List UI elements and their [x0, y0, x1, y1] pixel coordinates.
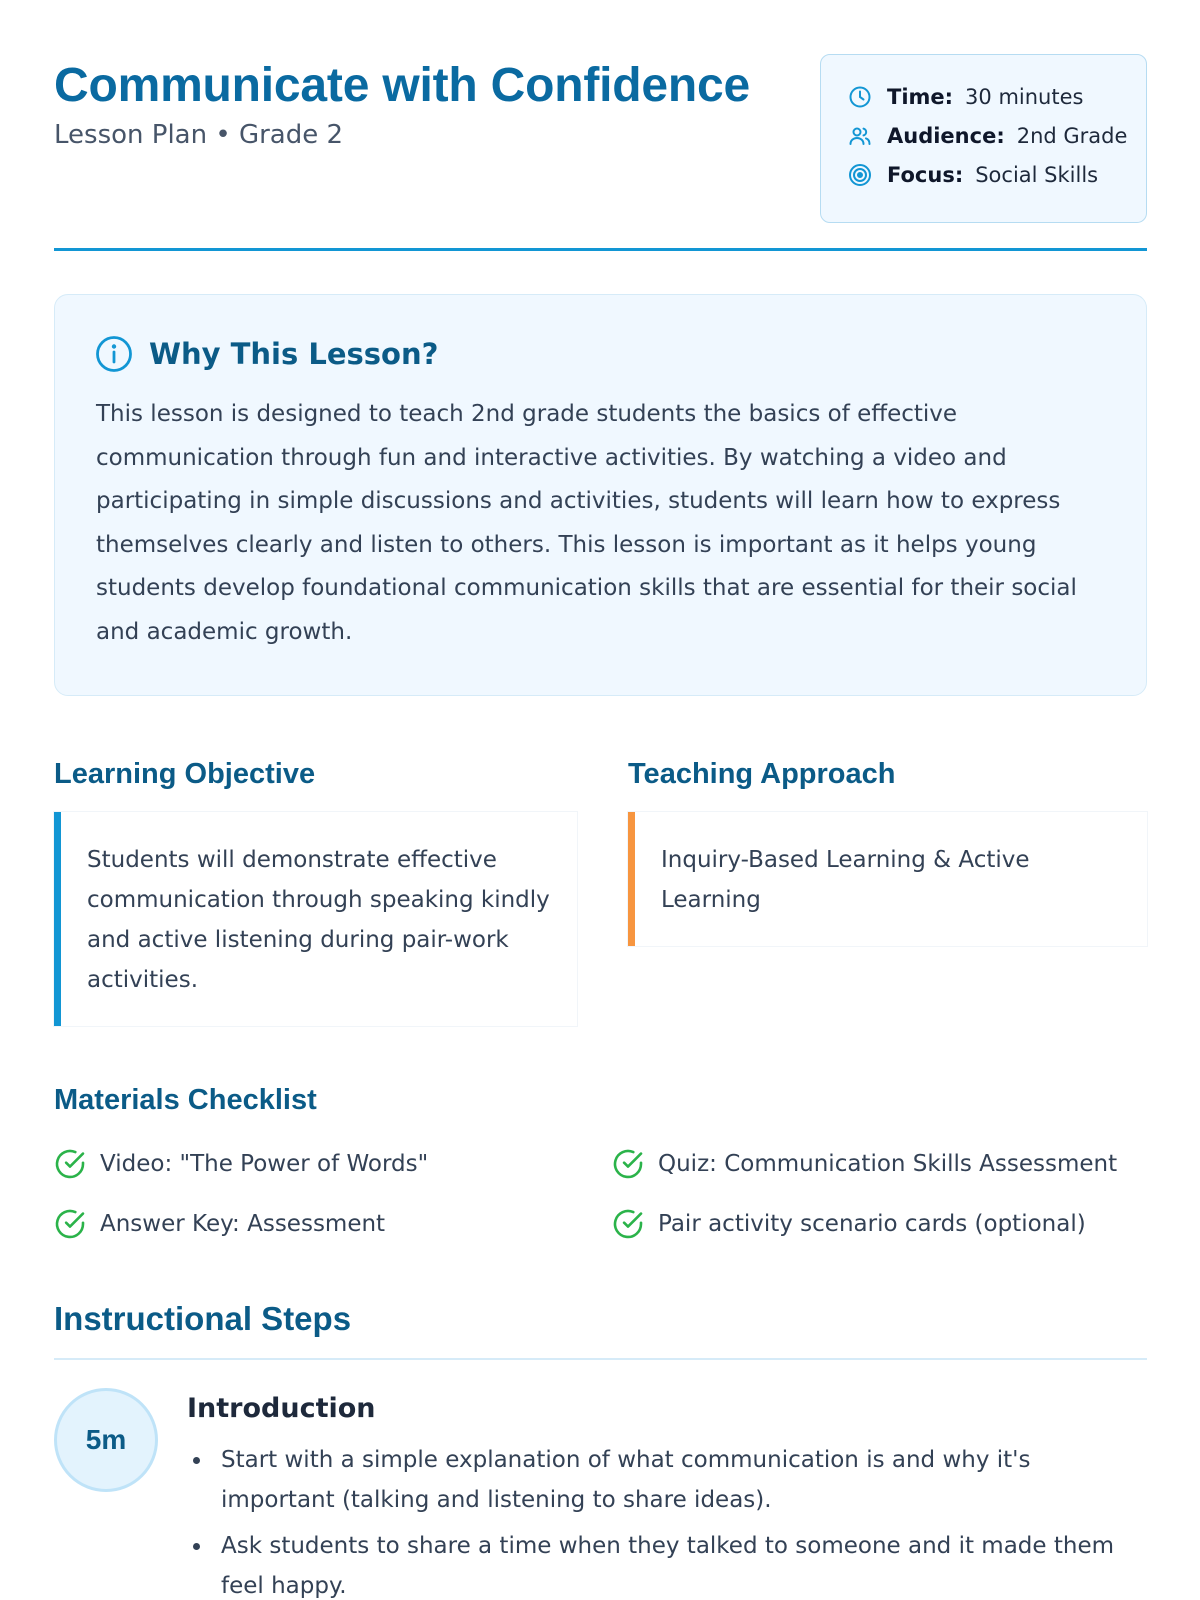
material-item — [612, 1208, 1086, 1240]
why-lesson-heading — [95, 335, 438, 373]
step-duration-badge: 5m — [54, 1388, 158, 1492]
meta-time-label: Time: — [887, 85, 954, 109]
target-icon — [847, 162, 873, 188]
page-subtitle: Lesson Plan • Grade 2 — [54, 120, 344, 150]
learning-objective-card — [54, 812, 577, 1026]
check-circle-icon — [612, 1148, 644, 1180]
meta-focus-value: Social Skills — [975, 163, 1099, 187]
material-item-label: Pair activity scenario cards (optional) — [658, 1211, 1086, 1237]
step-title: Introduction — [187, 1393, 376, 1424]
header — [54, 54, 1147, 224]
instructional-steps-title: Instructional Steps — [54, 1300, 352, 1337]
material-item — [612, 1148, 1117, 1180]
teaching-approach-title: Teaching Approach — [628, 758, 896, 790]
step-bullets — [187, 1440, 1147, 1600]
meta-time — [847, 82, 1083, 112]
why-lesson-text: This lesson is designed to teach 2nd grade students the basics of effective communication through fun and interactive activities. By watching a video and participating in simple discussions and activities, students will learn how to express themselves clearly and listen to others. This lesson is important as it helps young students develop foundational communication skills that are essential for their social and academic growth. — [96, 401, 1077, 645]
check-circle-icon — [54, 1148, 86, 1180]
teaching-approach-text: Inquiry-Based Learning & Active Learning — [661, 847, 1030, 913]
material-item-label: Quiz: Communication Skills Assessment — [658, 1151, 1118, 1177]
learning-objective-title: Learning Objective — [54, 758, 316, 790]
clock-icon — [847, 84, 873, 110]
material-item-label: Answer Key: Assessment — [100, 1211, 386, 1237]
objective-accent-bar — [54, 812, 61, 1026]
materials-title: Materials Checklist — [54, 1084, 317, 1116]
steps-divider — [54, 1358, 1147, 1360]
header-divider — [54, 248, 1147, 251]
meta-audience-value: 2nd Grade — [1016, 124, 1128, 148]
material-item-label: Video: "The Power of Words" — [100, 1151, 429, 1177]
material-item — [54, 1208, 385, 1240]
info-icon — [95, 335, 133, 373]
lesson-meta-card — [820, 54, 1147, 223]
meta-focus-label: Focus: — [887, 163, 964, 187]
lesson-plan-page — [54, 0, 1147, 1600]
meta-audience-label: Audience: — [887, 124, 1005, 148]
learning-objective-text: Students will demonstrate effective communication through speaking kindly and active listening during pair-work activities. — [87, 847, 550, 993]
check-circle-icon — [54, 1208, 86, 1240]
step-bullet: Ask students to share a time when they talked to someone and it made them feel happy. — [187, 1526, 1147, 1600]
teaching-approach-card — [628, 812, 1147, 946]
step-bullet: Start with a simple explanation of what communication is and why it's important (talking and listening to share ideas). — [187, 1440, 1147, 1520]
meta-focus — [847, 160, 1098, 190]
why-lesson-title: Why This Lesson? — [149, 337, 439, 371]
meta-audience — [847, 121, 1127, 151]
material-item — [54, 1148, 428, 1180]
users-icon — [847, 123, 873, 149]
check-circle-icon — [612, 1208, 644, 1240]
approach-accent-bar — [628, 812, 635, 946]
meta-time-value: 30 minutes — [965, 85, 1084, 109]
page-title: Communicate with Confidence — [54, 59, 750, 112]
why-lesson-card — [54, 294, 1147, 696]
